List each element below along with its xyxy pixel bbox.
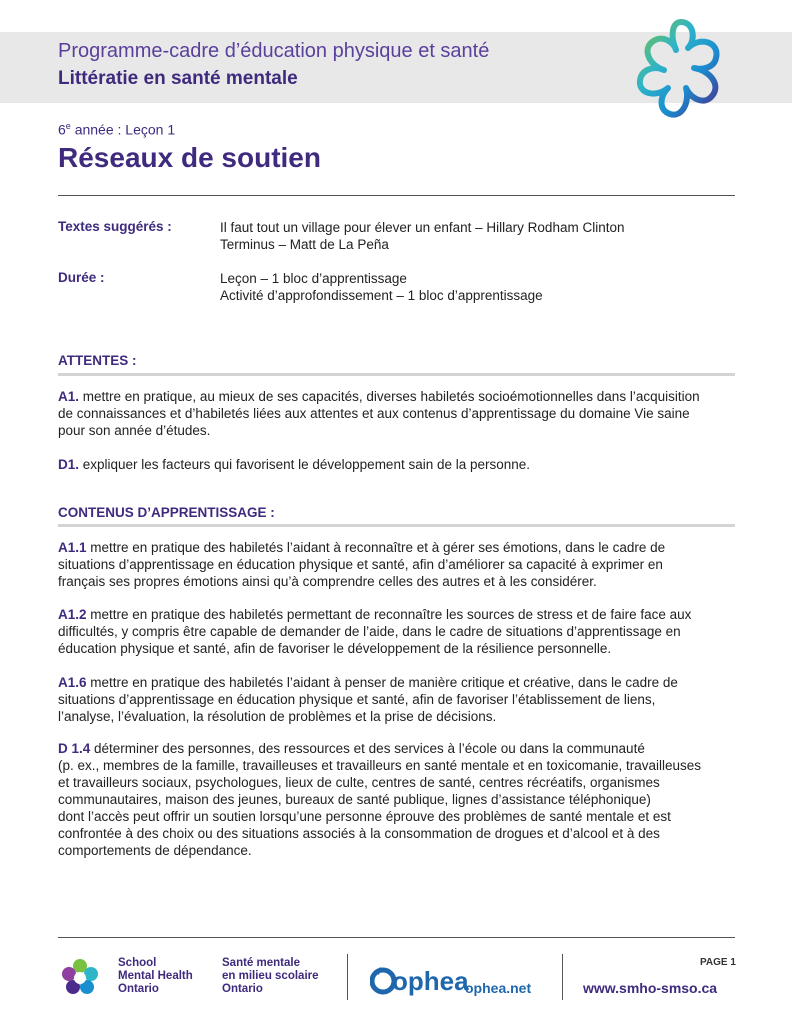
content-d1-4: D 1.4 déterminer des personnes, des ressources et des services à l’école ou dans la communauté (p. ex., membres de la famille, travailleuses et travailleurs en santé mentale et en toxicomanie, travailleuses et travailleurs sociaux, psychologues, lieux de culte, centres de santé, centres récréatifs, organismes communautaires, maison des jeunes, bureaux de santé publique, lignes d’assistance téléphonique) dont l’accès peut offrir un soutien lorsqu’une personne éprouve des problèmes de santé mentale et est confrontée à des choix ou des situations associés à la consommation de drogues et d’alcool et à des comportements de dépendance. [58, 741, 702, 858]
smho-flower-logo-icon [628, 12, 734, 126]
smho-small-logo-icon [58, 956, 102, 1000]
duration-line-2: Activité d’approfondissement – 1 bloc d’apprentissage [220, 288, 543, 303]
footer-separator-1 [347, 954, 348, 1000]
page-title: Réseaux de soutien [58, 142, 321, 173]
suggested-text-2: Terminus – Matt de La Peña [220, 237, 389, 252]
ophea-brand: ophea [392, 966, 469, 996]
content-a1-1: A1.1 mettre en pratique des habiletés l’aidant à reconnaître et à gérer ses émotions, dans le cadre de situations d’apprentissage en éducation physique et santé, afin d’améliorer sa capacité à exprimer en français ses propres émotions ainsi qu’à comprendre celles des autres et à les considérer. [58, 540, 666, 589]
content-a1-2: A1.2 mettre en pratique des habiletés permettant de reconnaître les sources de stress et de faire face aux difficultés, y compris être capable de demander de l’aide, dans le cadre de situations d’apprentissage en éducation physique et santé, afin de favoriser le développement de la résilience personnelle. [58, 607, 692, 656]
smho-french-name: Santé mentale en milieu scolaire Ontario [222, 957, 319, 995]
smho-website-link[interactable]: www.smho-smso.ca [583, 980, 718, 996]
expectation-a1: A1. mettre en pratique, au mieux de ses capacités, diverses habiletés socioémotionnelles dans l’acquisition de connaissances et d’habiletés liées aux attentes et aux contenus d’apprentissage du domaine Vie saine pour son année d’études. [58, 389, 700, 438]
duration-line-1: Leçon – 1 bloc d’apprentissage [220, 271, 407, 286]
contenus-divider [58, 524, 735, 527]
content-a1-6: A1.6 mettre en pratique des habiletés l’aidant à penser de manière critique et créative, dans le cadre de situations d’apprentissage en éducation physique et santé, afin de favoriser l’établissement de liens, l’analyse, l’évaluation, la résolution de problèmes et la prise de décisions. [58, 675, 678, 724]
attentes-divider [58, 373, 735, 376]
footer-separator-2 [562, 954, 563, 1000]
attentes-heading: ATTENTES : [58, 353, 137, 368]
suggested-text-1: Il faut tout un village pour élever un enfant – Hillary Rodham Clinton [220, 220, 625, 235]
smho-english-name: School Mental Health Ontario [118, 957, 193, 995]
footer-divider [58, 937, 735, 938]
duration-label: Durée : [58, 270, 105, 285]
ophea-link[interactable]: ophea.net [465, 980, 532, 996]
grade-lesson-label: 6e année : Leçon 1 [58, 121, 176, 138]
page-number: PAGE 1 [700, 957, 736, 968]
suggested-texts-label: Textes suggérés : [58, 219, 172, 234]
program-title: Programme-cadre d’éducation physique et santé [58, 40, 490, 62]
program-subtitle: Littératie en santé mentale [58, 68, 298, 89]
contenus-heading: CONTENUS D’APPRENTISSAGE : [58, 505, 275, 520]
expectation-d1: D1. expliquer les facteurs qui favorisent le développement sain de la personne. [58, 457, 531, 472]
title-divider [58, 195, 735, 196]
